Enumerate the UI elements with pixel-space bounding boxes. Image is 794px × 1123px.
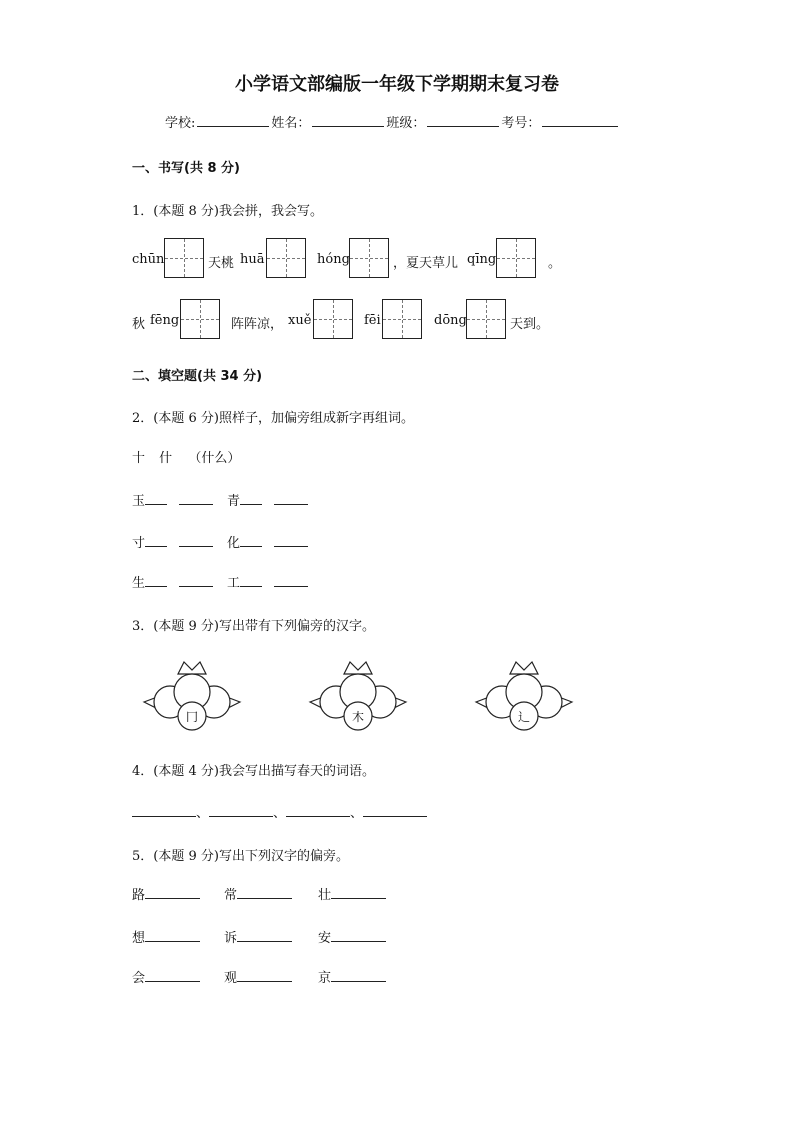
answer-blank[interactable] <box>145 929 200 942</box>
pinyin-fei: fēi <box>364 313 381 328</box>
writing-grid[interactable] <box>496 238 536 278</box>
base-char: 青 <box>227 494 241 509</box>
answer-blank[interactable] <box>240 574 262 587</box>
radical-item <box>227 572 308 591</box>
separator: 、 <box>273 806 287 821</box>
radical-char-item <box>318 884 386 903</box>
example-new-char: 什 <box>159 451 173 466</box>
pinyin-feng: fēng <box>150 313 180 328</box>
char: 诉 <box>224 931 238 946</box>
student-info-row <box>165 112 620 131</box>
base-char: 工 <box>227 576 241 591</box>
pinyin-qing: qīng <box>467 252 497 267</box>
answer-blank[interactable] <box>237 969 292 982</box>
answer-blank[interactable] <box>145 969 200 982</box>
radical-char-item <box>318 927 386 946</box>
answer-blank[interactable] <box>209 804 273 817</box>
radical-item <box>132 572 213 591</box>
writing-grid[interactable] <box>180 299 220 339</box>
writing-grid[interactable] <box>266 238 306 278</box>
answer-blank[interactable] <box>145 492 167 505</box>
section-heading-writing: 一、书写(共 8 分) <box>132 161 240 176</box>
spring-words-row <box>132 802 427 821</box>
answer-blank[interactable] <box>274 534 308 547</box>
text-zhenzhen: 阵阵凉， <box>231 317 284 332</box>
answer-blank[interactable] <box>331 969 386 982</box>
school-label: 学校: <box>165 116 196 131</box>
radical-item <box>132 490 213 509</box>
question-1-stem: 1．(本题 8 分)我会拼，我会写。 <box>132 204 323 219</box>
radical-char-item <box>132 927 200 946</box>
answer-blank[interactable] <box>331 929 386 942</box>
question-3-stem: 3．(本题 9 分)写出带有下列偏旁的汉字。 <box>132 619 375 634</box>
text-tiandao: 天到。 <box>510 317 550 332</box>
question-4-stem: 4．(本题 4 分)我会写出描写春天的词语。 <box>132 764 375 779</box>
section-heading-fill-in: 二、填空题(共 34 分) <box>132 369 263 384</box>
char: 常 <box>224 888 238 903</box>
base-char: 化 <box>227 536 241 551</box>
base-char: 寸 <box>132 536 146 551</box>
number-field[interactable] <box>542 114 618 127</box>
text-qiu: 秋 <box>132 317 146 332</box>
answer-blank[interactable] <box>145 574 167 587</box>
answer-blank[interactable] <box>331 886 386 899</box>
radical-char-item <box>318 967 386 986</box>
radical-item <box>227 490 308 509</box>
example-char: 十 <box>132 451 146 466</box>
separator: 、 <box>350 806 364 821</box>
school-field[interactable] <box>197 114 269 127</box>
answer-blank[interactable] <box>274 492 308 505</box>
radical-char-item <box>224 967 292 986</box>
example-row <box>132 447 240 466</box>
char: 想 <box>132 931 146 946</box>
separator: 、 <box>196 806 210 821</box>
pinyin-chun: chūn <box>132 252 165 267</box>
writing-grid[interactable] <box>349 238 389 278</box>
char: 观 <box>224 971 238 986</box>
answer-blank[interactable] <box>240 534 262 547</box>
page-title: 小学语文部编版一年级下学期期末复习卷 <box>235 74 559 95</box>
answer-blank[interactable] <box>363 804 427 817</box>
pinyin-hua: huā <box>240 252 265 267</box>
base-char: 生 <box>132 576 146 591</box>
char: 京 <box>318 971 332 986</box>
radical-item <box>227 532 308 551</box>
answer-blank[interactable] <box>132 804 196 817</box>
char: 会 <box>132 971 146 986</box>
answer-blank[interactable] <box>145 534 167 547</box>
class-field[interactable] <box>427 114 499 127</box>
answer-blank[interactable] <box>274 574 308 587</box>
name-field[interactable] <box>312 114 384 127</box>
pinyin-xue: xuě <box>288 313 312 328</box>
radical-char-item <box>224 927 292 946</box>
writing-grid[interactable] <box>313 299 353 339</box>
text-period: 。 <box>548 256 562 271</box>
answer-blank[interactable] <box>286 804 350 817</box>
answer-blank[interactable] <box>179 492 213 505</box>
writing-grid[interactable] <box>382 299 422 339</box>
radical-char-item <box>224 884 292 903</box>
question-2-stem: 2．(本题 6 分)照样子，加偏旁组成新字再组词。 <box>132 411 414 426</box>
char: 安 <box>318 931 332 946</box>
answer-blank[interactable] <box>145 886 200 899</box>
char: 路 <box>132 888 146 903</box>
radical-char-item <box>132 967 200 986</box>
text-xiatian: ，夏天草儿 <box>393 256 459 271</box>
question-5-stem: 5．(本题 9 分)写出下列汉字的偏旁。 <box>132 849 349 864</box>
answer-blank[interactable] <box>237 929 292 942</box>
answer-blank[interactable] <box>179 574 213 587</box>
text-tiantao: 天桃 <box>208 256 235 271</box>
answer-blank[interactable] <box>237 886 292 899</box>
number-label: 考号： <box>501 116 541 131</box>
writing-grid[interactable] <box>164 238 204 278</box>
char: 壮 <box>318 888 332 903</box>
radical-char-item <box>132 884 200 903</box>
pinyin-hong: hóng <box>317 252 350 267</box>
example-word: （什么） <box>188 451 241 466</box>
answer-blank[interactable] <box>240 492 262 505</box>
writing-grid[interactable] <box>466 299 506 339</box>
name-label: 姓名： <box>271 116 311 131</box>
class-label: 班级： <box>386 116 426 131</box>
radical-item <box>132 532 213 551</box>
pinyin-dong: dōng <box>434 313 467 328</box>
answer-blank[interactable] <box>179 534 213 547</box>
base-char: 玉 <box>132 494 146 509</box>
